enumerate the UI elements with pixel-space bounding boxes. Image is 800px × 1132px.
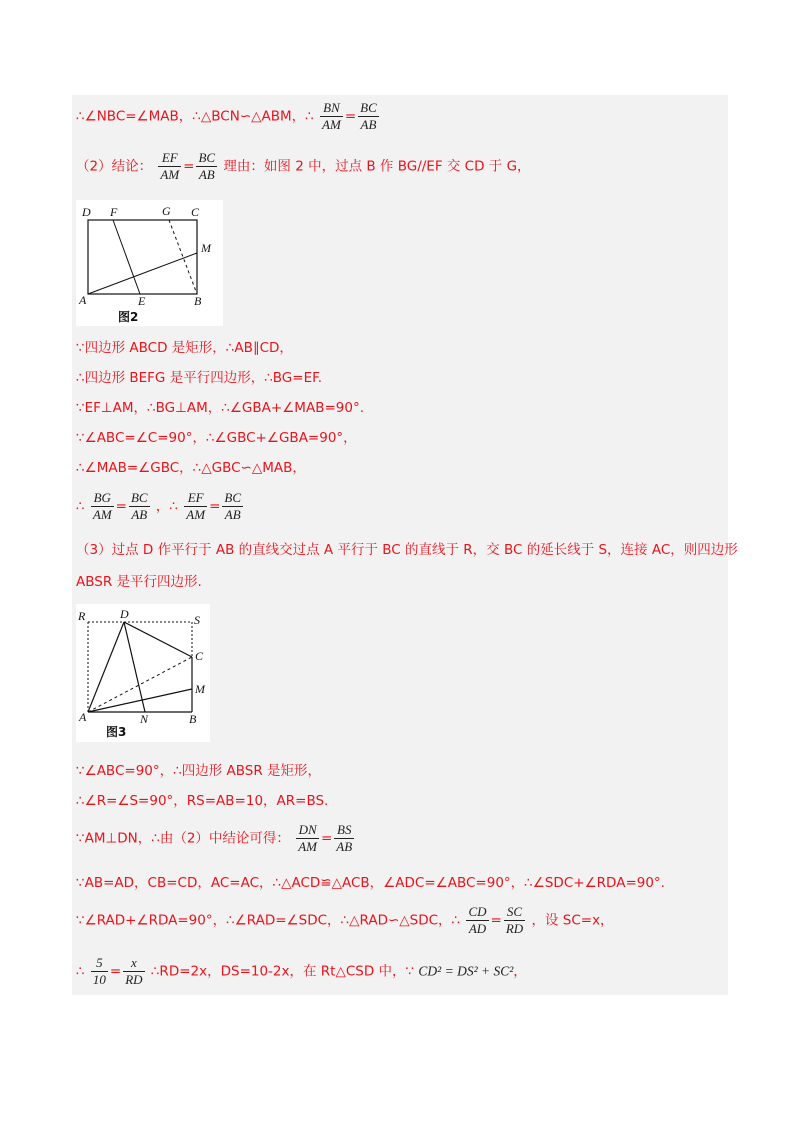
fraction: $\frac{x}{RD}$ — [125, 955, 143, 987]
label-G: G — [162, 204, 171, 218]
figure-3-caption: 图3 — [106, 725, 127, 739]
label-N: N — [140, 712, 149, 726]
fraction: $\frac{CD}{AD}$ — [468, 904, 487, 936]
fraction: $\frac{EF}{AM}$ — [160, 150, 180, 182]
fraction: $\frac{BC}{AB}$ — [224, 490, 242, 522]
solution-line-1: ∴∠NBC=∠MAB，∴△BCN∽△ABM，∴ $\frac{BN}{AM}$ = $\frac{BC}{AB}$ — [76, 100, 377, 132]
label-A: A — [79, 710, 87, 724]
fraction: $\frac{DN}{AM}$ — [298, 822, 317, 854]
label-A: A — [79, 293, 87, 307]
figure-3 — [76, 604, 210, 742]
fraction: $\frac{BN}{AM}$ — [322, 100, 341, 132]
solution-line-6: ∵∠ABC=∠C=90°，∴∠GBC+∠GBA=90°， — [76, 430, 357, 446]
solution-line-14: ∵AB=AD，CB=CD，AC=AC，∴△ACD≌△ACB，∠ADC=∠ABC=90°，∴∠SDC+∠RDA=90°. — [76, 875, 665, 891]
pythagorean-formula: CD² = DS² + SC² — [418, 963, 514, 979]
label-C: C — [195, 649, 204, 663]
fraction: $\frac{BC}{AB}$ — [130, 490, 148, 522]
label-F: F — [110, 205, 118, 219]
solution-line-9: （3）过点 D 作平行于 AB 的直线交过点 A 平行于 BC 的直线于 R，交 BC 的延长线于 S，连接 AC，则四边形 — [76, 542, 738, 558]
label-C: C — [191, 205, 200, 219]
label-M: M — [195, 682, 205, 696]
figure-2-caption: 图2 — [118, 310, 139, 324]
fraction: $\frac{EF}{AM}$ — [186, 490, 206, 522]
fraction: $\frac{BC}{AB}$ — [360, 100, 377, 132]
solution-line-10: ABSR 是平行四边形. — [76, 574, 202, 590]
fraction: $\frac{5}{10}$ — [92, 955, 106, 987]
figure-2-diagram — [76, 200, 223, 326]
label-D: D — [82, 205, 91, 219]
label-M: M — [201, 241, 211, 255]
label-B: B — [189, 712, 197, 726]
fraction: $\frac{BC}{AB}$ — [198, 150, 216, 182]
solution-line-5: ∵EF⊥AM，∴BG⊥AM，∴∠GBA+∠MAB=90°. — [76, 400, 364, 416]
solution-line-16: ∴ $\frac{5}{10}$ = $\frac{x}{RD}$ ∴RD=2x，DS=10-2x，在 Rt△CSD 中，∵ CD² = DS² + SC²， — [76, 955, 527, 987]
solution-line-3: ∵四边形 ABCD 是矩形，∴AB∥CD， — [76, 340, 293, 356]
figure-2 — [76, 200, 223, 326]
fraction: $\frac{SC}{RD}$ — [505, 904, 524, 936]
solution-line-13: ∵AM⊥DN，∴由（2）中结论可得： $\frac{DN}{AM}$ = $\frac{BS}{AB}$ — [76, 822, 353, 854]
label-D: D — [120, 607, 129, 621]
solution-line-2: （2）结论： $\frac{EF}{AM}$ = $\frac{BC}{AB}$ 理由：如图 2 中，过点 B 作 BG//EF 交 CD 于 G， — [76, 150, 531, 182]
solution-line-8: ∴ $\frac{BG}{AM}$ = $\frac{BC}{AB}$ ，∴ $\frac{EF}{AM}$ = $\frac{BC}{AB}$ — [76, 490, 242, 522]
solution-line-4: ∴四边形 BEFG 是平行四边形，∴BG=EF. — [76, 370, 322, 386]
label-B: B — [194, 294, 202, 308]
solution-line-15: ∵∠RAD+∠RDA=90°，∴∠RAD=∠SDC，∴△RAD∽△SDC，∴ $\frac{CD}{AD}$ = $\frac{SC}{RD}$ ，设 SC=x， — [76, 904, 614, 936]
label-S: S — [194, 613, 200, 627]
solution-line-12: ∴∠R=∠S=90°，RS=AB=10，AR=BS. — [76, 793, 329, 809]
solution-line-7: ∴∠MAB=∠GBC，∴△GBC∽△MAB， — [76, 460, 306, 476]
label-R: R — [78, 609, 86, 623]
figure-3-diagram — [76, 604, 210, 742]
solution-line-11: ∵∠ABC=90°，∴四边形 ABSR 是矩形， — [76, 763, 321, 779]
label-E: E — [138, 294, 146, 308]
fraction: $\frac{BG}{AM}$ — [92, 490, 112, 522]
fraction: $\frac{BS}{AB}$ — [336, 822, 353, 854]
